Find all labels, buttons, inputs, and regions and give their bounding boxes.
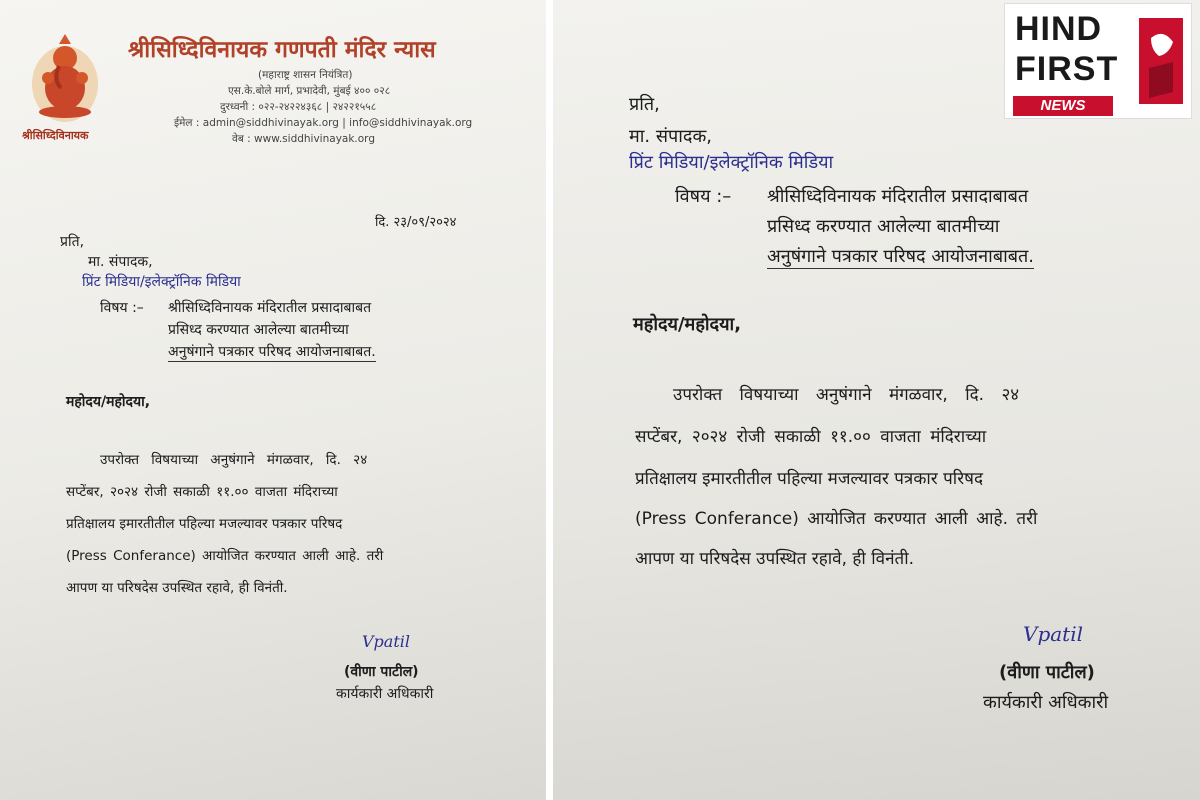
signature: Vpatil xyxy=(362,632,410,651)
web-line: वेब : www.siddhivinayak.org xyxy=(232,133,375,145)
ganesh-logo-icon xyxy=(26,26,104,126)
addressee: मा. संपादक, xyxy=(88,254,153,270)
to-line: प्रति, xyxy=(60,234,85,250)
hind-first-news-logo xyxy=(1004,3,1192,119)
body-line-5: आपण या परिषदेस उपस्थित रहावे, ही विनंती. xyxy=(635,549,915,569)
to-line: प्रति, xyxy=(629,94,660,115)
panel-divider xyxy=(546,0,553,800)
left-letter-photo xyxy=(0,0,546,800)
salutation: महोदय/महोदया, xyxy=(633,314,742,335)
signatory-title: कार्यकारी अधिकारी xyxy=(983,692,1109,713)
logo-caption: श्रीसिध्दिविनायक xyxy=(22,129,89,142)
signature: Vpatil xyxy=(1023,622,1083,646)
body-line-4: (Press Conferance) आयोजित करण्यात आली आहे. तरी xyxy=(66,548,384,564)
body-line-1: उपरोक्त विषयाच्या अनुषंगाने मंगळवार, दि. २४ xyxy=(100,452,368,468)
subject-line-1: श्रीसिध्दिविनायक मंदिरातील प्रसादाबाबत xyxy=(767,186,1029,207)
media-line: प्रिंट मिडिया/इलेक्ट्रॉनिक मिडिया xyxy=(82,274,241,290)
body-line-3: प्रतिक्षालय इमारतीतील पहिल्या मजल्यावर पत्रकार परिषद xyxy=(635,469,983,489)
subject-line-2: प्रसिध्द करण्यात आलेल्या बातमीच्या xyxy=(767,216,1000,237)
body-line-2: सप्टेंबर, २०२४ रोजी सकाळी ११.०० वाजता मंदिराच्या xyxy=(635,427,987,447)
signatory-title: कार्यकारी अधिकारी xyxy=(336,686,434,702)
subject-line-1: श्रीसिध्दिविनायक मंदिरातील प्रसादाबाबत xyxy=(168,300,372,316)
body-line-4: (Press Conferance) आयोजित करण्यात आली आहे. तरी xyxy=(635,509,1038,529)
body-line-3: प्रतिक्षालय इमारतीतील पहिल्या मजल्यावर पत्रकार परिषद xyxy=(66,516,343,532)
body-line-5: आपण या परिषदेस उपस्थित रहावे, ही विनंती. xyxy=(66,580,288,596)
media-line: प्रिंट मिडिया/इलेक्ट्रॉनिक मिडिया xyxy=(629,152,834,173)
govt-note: (महाराष्ट्र शासन नियंत्रित) xyxy=(258,69,353,81)
right-letter-photo xyxy=(553,0,1200,800)
subject-line-3: अनुषंगाने पत्रकार परिषद आयोजनाबाबत. xyxy=(767,246,1035,267)
body-line-2: सप्टेंबर, २०२४ रोजी सकाळी ११.०० वाजता मंदिराच्या xyxy=(66,484,338,500)
subject-line-2: प्रसिध्द करण्यात आलेल्या बातमीच्या xyxy=(168,322,349,338)
address-line: एस.के.बोले मार्ग, प्रभादेवी, मुंबई ४०० ०२८ xyxy=(228,85,391,97)
email-line: ईमेल : admin@siddhivinayak.org | info@siddhivinayak.org xyxy=(174,117,473,129)
subject-line-3: अनुषंगाने पत्रकार परिषद आयोजनाबाबत. xyxy=(168,344,376,360)
logo-line-first: FIRST xyxy=(1015,50,1119,88)
phone-line: दुरध्वनी : ०२२-२४२२४३६८ | २४२२१५५८ xyxy=(220,101,377,113)
logo-line-hind: HIND xyxy=(1015,10,1103,48)
signatory-name: (वीणा पाटील) xyxy=(344,664,419,680)
org-name: श्रीसिध्दिविनायक गणपती मंदिर न्यास xyxy=(128,37,436,63)
subject-label: विषय :– xyxy=(100,300,144,316)
salutation: महोदय/महोदया, xyxy=(66,394,151,410)
signatory-name: (वीणा पाटील) xyxy=(999,662,1095,683)
subject-label: विषय :– xyxy=(675,186,732,207)
addressee: मा. संपादक, xyxy=(629,126,713,147)
body-line-1: उपरोक्त विषयाच्या अनुषंगाने मंगळवार, दि. २४ xyxy=(673,385,1020,405)
letter-date: दि. २३/०९/२०२४ xyxy=(375,215,457,230)
news-badge: NEWS xyxy=(1013,96,1113,116)
lion-emblem-icon xyxy=(1131,8,1187,108)
